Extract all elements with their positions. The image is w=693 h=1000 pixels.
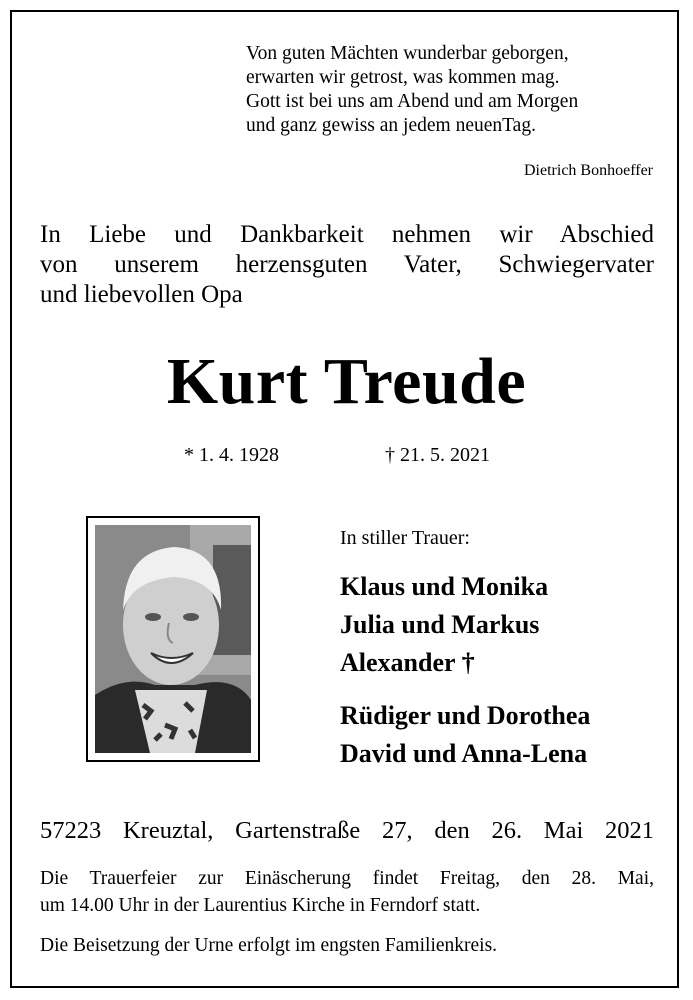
intro-line: und liebevollen Opa xyxy=(40,281,243,308)
ceremony-line: um 14.00 Uhr in der Laurentius Kirche in Ferndorf statt. xyxy=(40,895,481,916)
quote-line: erwarten wir getrost, was kommen mag. xyxy=(246,67,560,88)
burial-info: Die Beisetzung der Urne erfolgt im engsten Familienkreis. xyxy=(40,935,498,956)
portrait-photo-icon xyxy=(95,525,251,753)
mourners-list xyxy=(340,568,590,773)
quote-block xyxy=(246,42,666,138)
death-date: † 21. 5. 2021 xyxy=(385,444,490,466)
ceremony-line: Die Trauerfeier zur Einäscherung findet Freitag, den 28. Mai, xyxy=(40,868,654,889)
intro-line: In Liebe und Dankbarkeit nehmen wir Abschied xyxy=(40,221,654,248)
deceased-name: Kurt Treude xyxy=(166,345,527,418)
mourner-line: Julia und Markus xyxy=(340,610,540,639)
birth-date: * 1. 4. 1928 xyxy=(184,444,279,466)
place-date: 57223 Kreuztal, Gartenstraße 27, den 26. Mai 2021 xyxy=(40,817,654,844)
quote-line: Gott ist bei uns am Abend und am Morgen xyxy=(246,91,579,112)
mourner-line: Alexander † xyxy=(340,648,475,677)
quote-line: Von guten Mächten wunderbar geborgen, xyxy=(246,43,569,64)
quote-author: Dietrich Bonhoeffer xyxy=(524,162,653,179)
mourner-line: David und Anna-Lena xyxy=(340,739,588,768)
intro-line: von unserem herzensguten Vater, Schwiegervater xyxy=(40,251,654,278)
mourning-heading: In stiller Trauer: xyxy=(340,527,470,549)
photo-frame xyxy=(86,516,260,762)
obituary-card xyxy=(10,10,679,988)
intro-text xyxy=(40,220,654,310)
mourner-line: Rüdiger und Dorothea xyxy=(340,701,591,730)
mourner-line: Klaus und Monika xyxy=(340,572,549,601)
ceremony-info xyxy=(40,865,654,919)
quote-line: und ganz gewiss an jedem neuenTag. xyxy=(246,115,536,136)
